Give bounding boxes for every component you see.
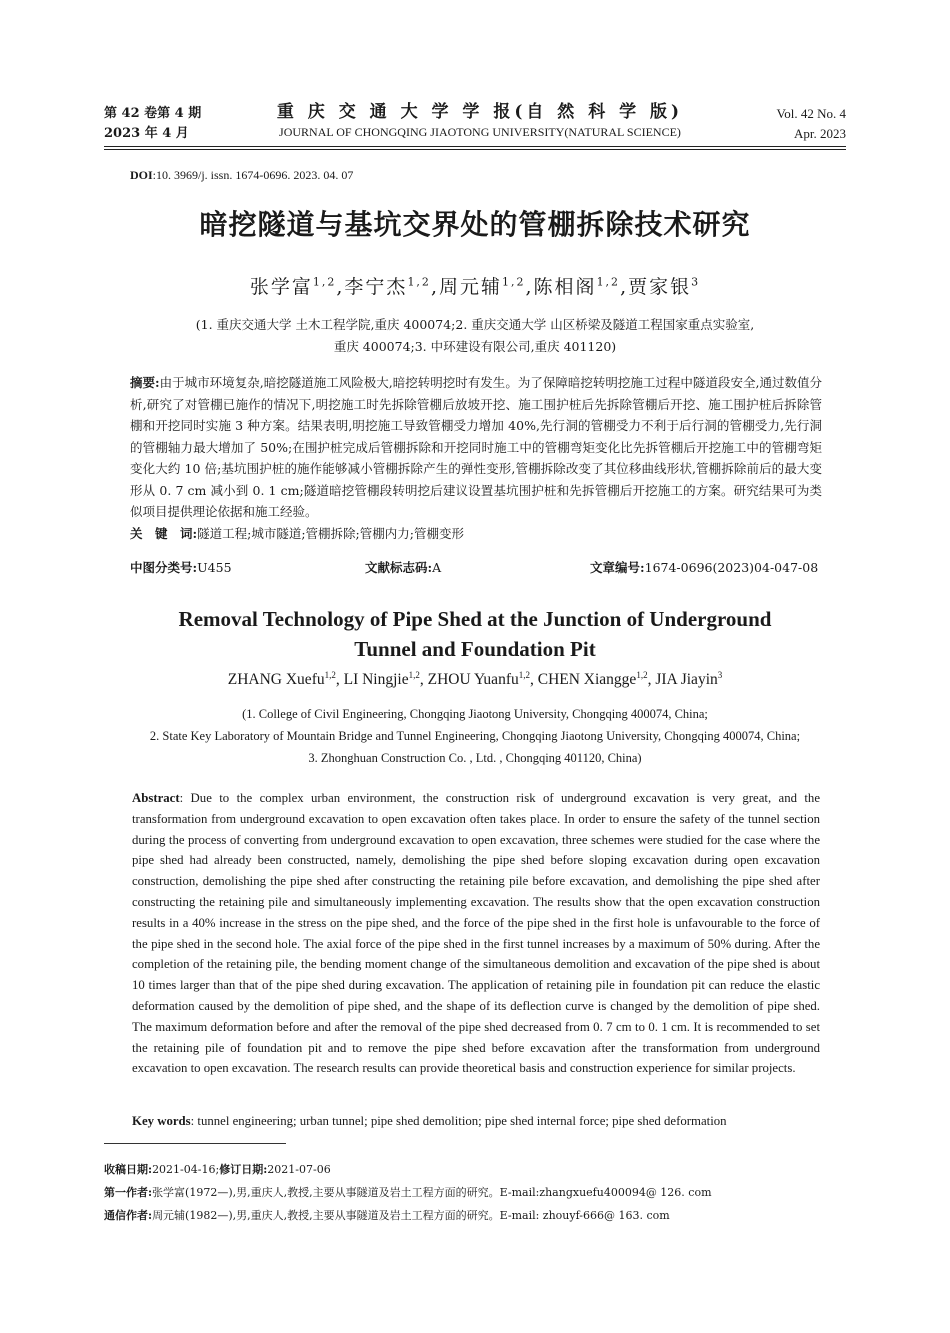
affiliation-line: 2. State Key Laboratory of Mountain Bridge and Tunnel Engineering, Chongqing Jiaotong University, Chongqing 400074, China; xyxy=(149,729,801,743)
date-cn: 2023 年 4 月 xyxy=(104,126,189,141)
author-cn: 贾家银$^3$ xyxy=(628,275,701,298)
affiliations-cn xyxy=(130,314,820,358)
journal-volume-cn xyxy=(104,104,201,144)
article-number xyxy=(590,558,818,576)
doi-value: :10. 3969/j. issn. 1674-0696. 2023. 04. 07 xyxy=(152,168,354,182)
doc-code-label: 文献标志码: xyxy=(365,560,433,575)
authors-cn xyxy=(100,272,850,299)
author-cn: 张学富$^{1,2}$, xyxy=(249,275,345,298)
abstract-cn xyxy=(130,372,822,544)
abstract-en-text: : Due to the complex urban environment, the construction risk of underground excavation is very great, and the transformation from underground excavation to open excavation often takes place. In order to ensure the safety of the tunnel section during the process of converting from underground excavation to open excavation, three schemes were studied for the case where the pipe shed had already been constructed, namely, demolishing the pipe shed before sloping excavation during open excavation construction, demolishing the pipe shed after constructing the retaining pile before excavation, and demolishing the pipe shed after constructing the retaining pile and simultaneously implementing excavation. The results show that the open excavation construction results in a 40% increase in the stress on the pipe shed, and the force of the pipe shed in the first hole is unfavourable to the force of the pipe shed in the second hole. The axial force of the pipe shed in the first tunnel increases by a maximum of 50% during. After the completion of the retaining pile, the bending moment change of the simultaneous demolition and excavation of the pipe shed is about 10 times larger than that of the pipe shed during excavation. The application of retaining pile in foundation pit can reduce the elastic deformation caused by the demolition of pipe shed, and the shape of its deflection curve is changed by the demolition of pipe shed. The maximum deformation before and after the removal of the pipe shed decreased from 0. 7 cm to 0. 1 cm. It is recommended to set the retaining pile of foundation pit and to remove the pipe shed before excavation after the transformation from underground excavation to open excavation. The research results can provide theoretical basis and construction experience for similar projects. xyxy=(132,791,820,1076)
clc xyxy=(130,558,232,576)
author-en: ZHANG Xuefu$^{1,2}$, xyxy=(227,670,344,689)
title-en-line: Tunnel and Foundation Pit xyxy=(354,637,596,661)
abstract-en xyxy=(132,788,820,1079)
journal-name-en: JOURNAL OF CHONGQING JIAOTONG UNIVERSITY(NATURAL SCIENCE) xyxy=(279,125,681,139)
keywords-en-label: Key words xyxy=(132,1114,191,1128)
article-number-label: 文章编号: xyxy=(590,560,645,575)
volume-issue-en: Vol. 42 No. 4 xyxy=(776,106,846,121)
journal-volume-en xyxy=(777,104,846,144)
author-en: CHEN Xiangge$^{1,2}$, xyxy=(537,670,656,689)
header-rule xyxy=(104,146,846,147)
keywords-cn-text: 隧道工程;城市隧道;管棚拆除;管棚内力;管棚变形 xyxy=(197,525,464,541)
abstract-cn-label: 摘要: xyxy=(130,375,160,390)
doi xyxy=(130,168,353,183)
article-number-value: 1674-0696(2023)04-047-08 xyxy=(644,560,819,575)
title-en-line: Removal Technology of Pipe Shed at the Junction of Underground xyxy=(178,607,772,631)
header-rule-2 xyxy=(104,149,846,150)
footnote-first-author: 第一作者:张学富(1972—),男,重庆人,教授,主要从事隧道及岩土工程方面的研究。E-mail:zhangxuefu400094@ 126. com xyxy=(104,1186,712,1199)
author-cn: 李宁杰$^{1,2}$, xyxy=(344,275,439,298)
doc-code xyxy=(365,558,441,576)
keywords-cn-label: 关 键 词: xyxy=(130,525,198,541)
volume-issue-cn: 第 42 卷第 4 期 xyxy=(104,106,202,121)
doc-code-value: A xyxy=(432,560,442,575)
title-cn: 暗挖隧道与基坑交界处的管棚拆除技术研究 xyxy=(199,208,751,241)
title-en xyxy=(100,604,850,664)
authors-en xyxy=(100,670,850,689)
author-en: JIA Jiayin$^3$ xyxy=(655,670,723,689)
keywords-en xyxy=(132,1114,832,1129)
footnote-corresponding-author: 通信作者:周元辅(1982—),男,重庆人,教授,主要从事隧道及岩土工程方面的研究。E-mail: zhouyf-666@ 163. com xyxy=(104,1209,670,1222)
author-en: ZHOU Yuanfu$^{1,2}$, xyxy=(427,670,538,689)
footnote-rule xyxy=(104,1143,286,1144)
abstract-cn-text: 由于城市环境复杂,暗挖隧道施工风险极大,暗挖转明挖时有发生。为了保障暗挖转明挖施工过程中隧道段安全,通过数值分析,研究了对管棚已施作的情况下,明挖施工时先拆除管棚后放坡开挖、施工围护桩后先拆除管棚后开挖、施工围护桩后拆除管棚和开挖同时实施 3 种方案。结果表明,明挖施工导致管棚受力增加 40%,先行洞的管棚受力不利于后行洞的管棚受力,先行洞的管棚轴力最大增加了 50%;在围护桩完成后管棚拆除和开挖同时施工中的管棚弯矩变化比先拆管棚后开挖施工中的管棚弯矩变化大约 10 倍;基坑围护桩的施作能够减小管棚拆除产生的弹性变形,管棚拆除改变了其位移曲线形状,管棚拆除前后的最大变形从 0. 7 cm 减小到 0. 1 cm;隧道暗挖管棚段转明挖后建议设置基坑围护桩和先拆管棚后开挖施工的方案。研究结果可为类似项目提供理论依据和施工经验。 xyxy=(130,375,822,519)
author-en: LI Ningjie$^{1,2}$, xyxy=(343,670,428,689)
abstract-en-label: Abstract xyxy=(132,791,180,805)
affiliation-line: (1. College of Civil Engineering, Chongqing Jiaotong University, Chongqing 400074, China; xyxy=(242,707,708,721)
doi-label: DOI xyxy=(130,168,153,182)
clc-value: U455 xyxy=(197,560,232,575)
author-cn: 周元辅$^{1,2}$, xyxy=(438,275,534,298)
footnote-received: 收稿日期:2021-04-16;修订日期:2021-07-06 xyxy=(104,1163,331,1176)
author-cn: 陈相阁$^{1,2}$, xyxy=(533,275,629,298)
affiliations-en xyxy=(100,703,850,769)
clc-label: 中图分类号: xyxy=(130,560,198,575)
affiliation-line: 3. Zhonghuan Construction Co. , Ltd. , Chongqing 401120, China) xyxy=(308,751,642,765)
affiliation-line: (1. 重庆交通大学 土木工程学院,重庆 400074;2. 重庆交通大学 山区桥梁及隧道工程国家重点实验室, xyxy=(195,317,755,332)
journal-name-cn: 重 庆 交 通 大 学 学 报(自 然 科 学 版) xyxy=(276,102,684,122)
date-en: Apr. 2023 xyxy=(794,126,846,141)
affiliation-line: 重庆 400074;3. 中环建设有限公司,重庆 401120) xyxy=(333,339,617,354)
journal-name xyxy=(250,100,710,140)
keywords-en-text: : tunnel engineering; urban tunnel; pipe shed demolition; pipe shed internal force; pipe shed deformation xyxy=(190,1114,727,1128)
